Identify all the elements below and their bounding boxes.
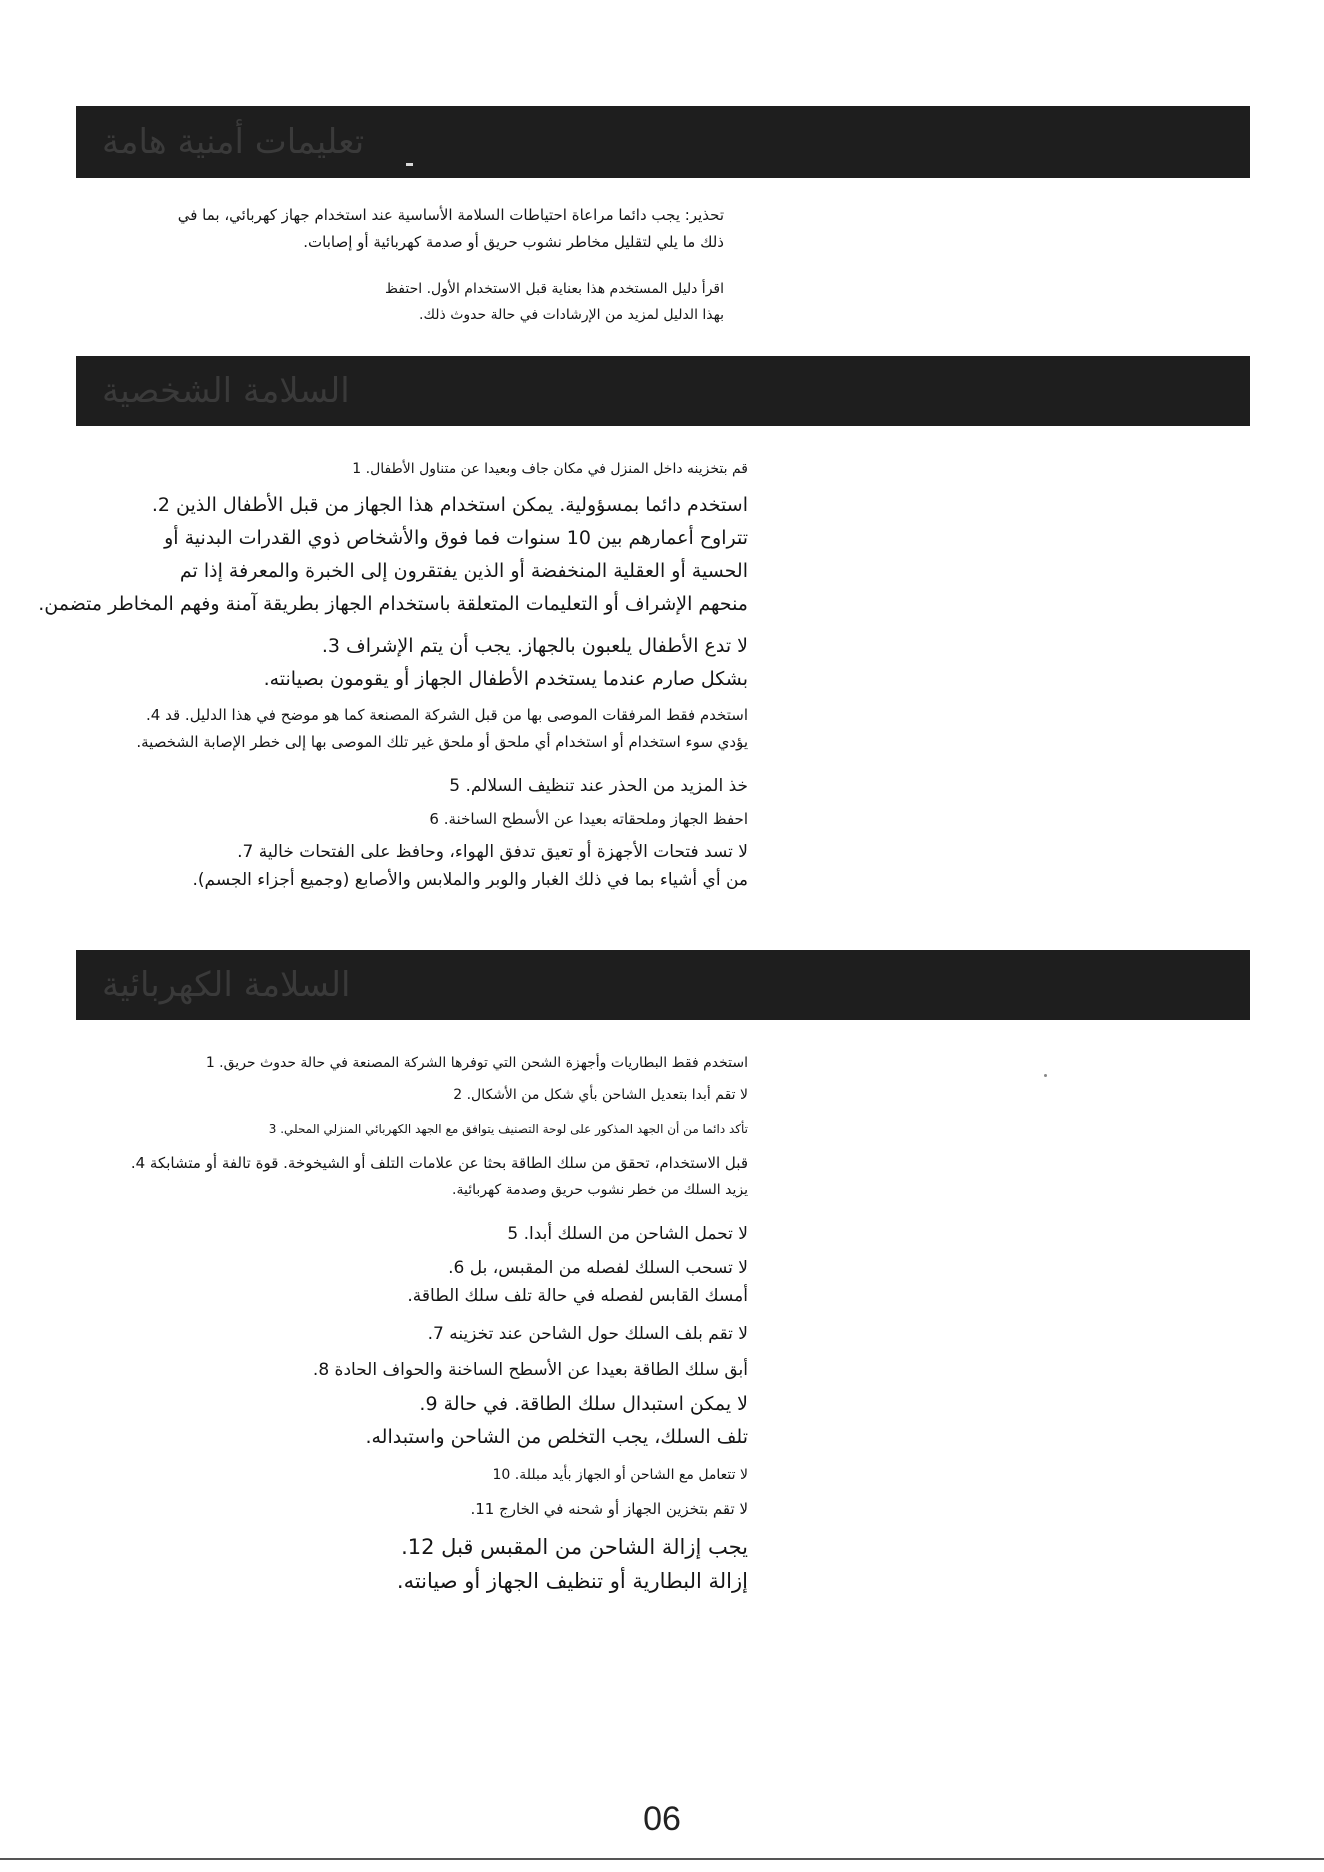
text-line: قم بتخزينه داخل المنزل في مكان جاف وبعيدا عن متناول الأطفال. 1	[352, 461, 748, 477]
text-line: منحهم الإشراف أو التعليمات المتعلقة باستخدام الجهاز بطريقة آمنة وفهم المخاطر متضمن.	[38, 593, 748, 615]
text-line: أبق سلك الطاقة بعيدا عن الأسطح الساخنة والحواف الحادة 8.	[312, 1360, 748, 1380]
list-item	[470, 1496, 748, 1523]
read-manual-paragraph	[64, 276, 724, 328]
text-line: يؤدي سوء استخدام أو استخدام أي ملحق أو ملحق غير تلك الموصى بها إلى خطر الإصابة الشخصية.	[136, 733, 748, 751]
text-line: أمسك القابس لفصله في حالة تلف سلك الطاقة.	[407, 1286, 748, 1306]
text-line: لا يمكن استبدال سلك الطاقة. في حالة 9.	[419, 1393, 748, 1415]
list-item	[269, 1116, 748, 1142]
section-banner-general	[76, 106, 1250, 178]
text-line: ذلك ما يلي لتقليل مخاطر نشوب حريق أو صدمة كهربائية أو إصابات.	[303, 233, 724, 251]
text-line: يزيد السلك من خطر نشوب حريق وصدمة كهربائية.	[452, 1182, 748, 1198]
text-line: تأكد دائما من أن الجهد المذكور على لوحة التصنيف يتوافق مع الجهد الكهربائي المنزلي المحلي. 3	[268, 1122, 748, 1136]
list-item	[192, 838, 748, 894]
list-item	[428, 1320, 748, 1348]
text-line: لا تسحب السلك لفصله من المقبس، بل 6.	[448, 1258, 748, 1278]
list-item	[492, 1462, 748, 1488]
text-line: يجب إزالة الشاحن من المقبس قبل 12.	[401, 1535, 748, 1559]
stray-dot	[1044, 1074, 1047, 1077]
text-line: تتراوح أعمارهم بين 10 سنوات فما فوق والأشخاص ذوي القدرات البدنية أو	[164, 527, 748, 549]
list-item	[507, 1220, 748, 1248]
text-line: الحسية أو العقلية المنخفضة أو الذين يفتقرون إلى الخبرة والمعرفة إذا تم	[179, 560, 748, 582]
text-line: إزالة البطارية أو تنظيف الجهاز أو صيانته.	[396, 1569, 748, 1593]
text-line: قبل الاستخدام، تحقق من سلك الطاقة بحثا عن علامات التلف أو الشيخوخة. قوة تالفة أو متشابكة 4.	[130, 1154, 748, 1172]
text-line: من أي أشياء بما في ذلك الغبار والوبر والملابس والأصابع (وجميع أجزاء الجسم).	[192, 870, 748, 890]
list-item	[206, 1050, 748, 1076]
text-line: لا تقم بتخزين الجهاز أو شحنه في الخارج 11.	[470, 1500, 748, 1518]
section-banner-electrical	[76, 950, 1250, 1020]
text-line: لا تقم أبدا بتعديل الشاحن بأي شكل من الأشكال. 2	[453, 1087, 748, 1103]
text-line: احفظ الجهاز وملحقاته بعيدا عن الأسطح الساخنة. 6	[429, 810, 748, 828]
section-heading-electrical: السلامة الكهربائية	[102, 965, 351, 1005]
text-line: لا تسد فتحات الأجهزة أو تعيق تدفق الهواء، وحافظ على الفتحات خالية 7.	[237, 842, 748, 862]
section-heading-general: تعليمات أمنية هامة	[102, 122, 365, 162]
text-line: تحذير: يجب دائما مراعاة احتياطات السلامة الأساسية عند استخدام جهاز كهربائي، بما في	[177, 206, 724, 224]
banner-mark	[406, 163, 413, 166]
text-line: استخدم دائما بمسؤولية. يمكن استخدام هذا الجهاز من قبل الأطفال الذين 2.	[151, 494, 748, 516]
text-line: بشكل صارم عندما يستخدم الأطفال الجهاز أو يقومون بصيانته.	[263, 668, 748, 690]
text-line: تلف السلك، يجب التخلص من الشاحن واستبداله.	[365, 1426, 748, 1448]
list-item	[136, 702, 748, 756]
list-item	[131, 1150, 748, 1203]
text-line: استخدم فقط المرفقات الموصى بها من قبل الشركة المصنعة كما هو موضح في هذا الدليل. قد 4.	[146, 706, 748, 724]
section-banner-personal	[76, 356, 1250, 426]
text-line: لا تحمل الشاحن من السلك أبدا. 5	[507, 1224, 748, 1244]
list-item	[407, 1254, 748, 1310]
list-item	[397, 1530, 748, 1598]
list-item	[449, 772, 748, 800]
text-line: لا تقم بلف السلك حول الشاحن عند تخزينه 7.	[427, 1324, 748, 1344]
list-item	[429, 806, 748, 833]
list-item	[38, 489, 748, 621]
list-item	[352, 456, 748, 482]
section-heading-personal: السلامة الشخصية	[102, 371, 350, 411]
text-line: لا تدع الأطفال يلعبون بالجهاز. يجب أن يتم الإشراف 3.	[321, 635, 748, 657]
warning-paragraph	[64, 202, 724, 256]
list-item	[313, 1356, 748, 1384]
text-line: اقرأ دليل المستخدم هذا بعناية قبل الاستخدام الأول. احتفظ	[385, 281, 724, 297]
list-item	[365, 1388, 748, 1454]
text-line: خذ المزيد من الحذر عند تنظيف السلالم. 5	[449, 776, 748, 796]
text-line: لا تتعامل مع الشاحن أو الجهاز بأيد مبللة. 10	[492, 1467, 748, 1483]
list-item	[453, 1082, 748, 1108]
bottom-divider	[0, 1858, 1324, 1860]
page-number: 06	[643, 1800, 681, 1838]
text-line: استخدم فقط البطاريات وأجهزة الشحن التي توفرها الشركة المصنعة في حالة حدوث حريق. 1	[205, 1055, 748, 1071]
list-item	[264, 630, 748, 696]
text-line: بهذا الدليل لمزيد من الإرشادات في حالة حدوث ذلك.	[419, 307, 724, 323]
